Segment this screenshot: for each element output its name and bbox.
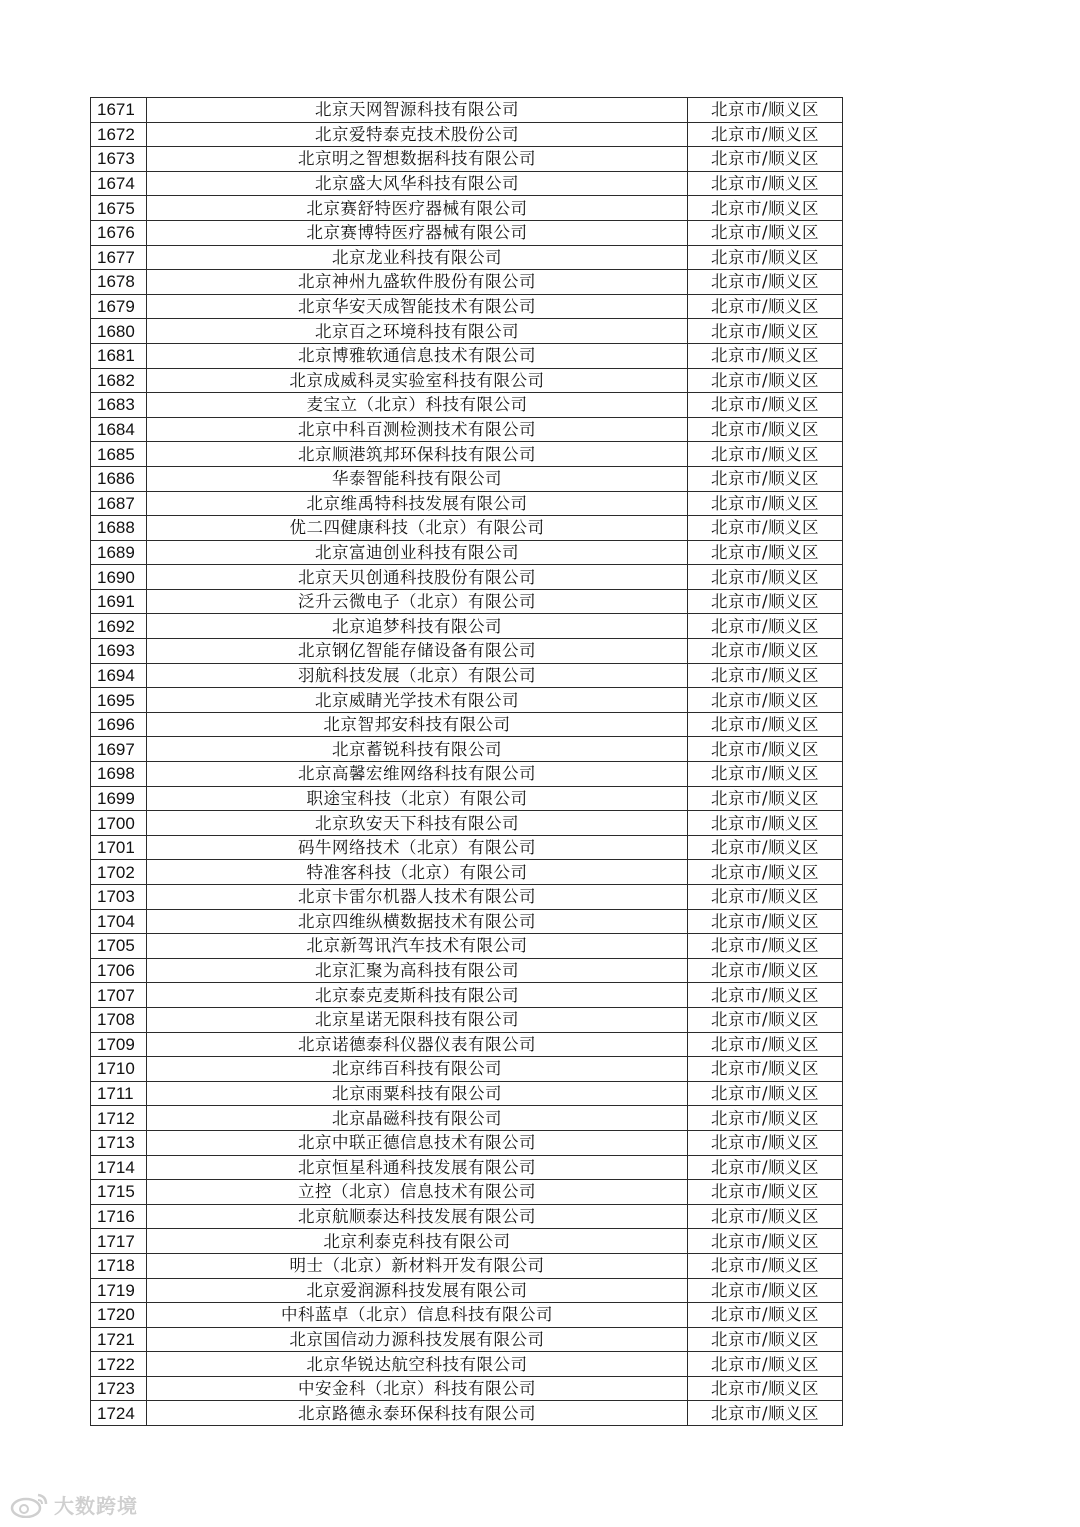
row-number: 1684 [91, 417, 147, 442]
region: 北京市/顺义区 [688, 663, 843, 688]
company-name: 泛升云微电子（北京）有限公司 [147, 589, 688, 614]
company-name: 码牛网络技术（北京）有限公司 [147, 835, 688, 860]
region: 北京市/顺义区 [688, 1057, 843, 1082]
region: 北京市/顺义区 [688, 393, 843, 418]
region: 北京市/顺义区 [688, 688, 843, 713]
company-name: 中科蓝卓（北京）信息科技有限公司 [147, 1303, 688, 1328]
company-name: 北京中科百测检测技术有限公司 [147, 417, 688, 442]
table-row [91, 1253, 843, 1278]
table-row [91, 909, 843, 934]
company-name: 北京明之智想数据科技有限公司 [147, 147, 688, 172]
region: 北京市/顺义区 [688, 1352, 843, 1377]
table-row [91, 639, 843, 664]
company-name: 北京卡雷尔机器人技术有限公司 [147, 885, 688, 910]
region: 北京市/顺义区 [688, 1327, 843, 1352]
table-row [91, 614, 843, 639]
table-row [91, 1303, 843, 1328]
company-name: 北京富迪创业科技有限公司 [147, 540, 688, 565]
region: 北京市/顺义区 [688, 196, 843, 221]
table-row [91, 393, 843, 418]
company-name: 北京路德永泰环保科技有限公司 [147, 1401, 688, 1426]
row-number: 1719 [91, 1278, 147, 1303]
row-number: 1707 [91, 983, 147, 1008]
region: 北京市/顺义区 [688, 466, 843, 491]
company-name: 北京顺港筑邦环保科技有限公司 [147, 442, 688, 467]
row-number: 1716 [91, 1204, 147, 1229]
table-row [91, 245, 843, 270]
row-number: 1675 [91, 196, 147, 221]
company-name: 北京盛大风华科技有限公司 [147, 171, 688, 196]
region: 北京市/顺义区 [688, 442, 843, 467]
table-row [91, 1376, 843, 1401]
region: 北京市/顺义区 [688, 1032, 843, 1057]
row-number: 1680 [91, 319, 147, 344]
company-name: 北京博雅软通信息技术有限公司 [147, 343, 688, 368]
company-name: 北京四维纵横数据技术有限公司 [147, 909, 688, 934]
table-row [91, 1081, 843, 1106]
table-row [91, 270, 843, 295]
row-number: 1683 [91, 393, 147, 418]
watermark [10, 1490, 138, 1519]
region: 北京市/顺义区 [688, 343, 843, 368]
region: 北京市/顺义区 [688, 171, 843, 196]
region: 北京市/顺义区 [688, 1180, 843, 1205]
company-name: 北京天网智源科技有限公司 [147, 98, 688, 123]
row-number: 1701 [91, 835, 147, 860]
region: 北京市/顺义区 [688, 885, 843, 910]
table-row [91, 1057, 843, 1082]
table-row [91, 171, 843, 196]
region: 北京市/顺义区 [688, 737, 843, 762]
company-name: 北京利泰克科技有限公司 [147, 1229, 688, 1254]
table-row [91, 786, 843, 811]
region: 北京市/顺义区 [688, 1376, 843, 1401]
company-name: 北京天贝创通科技股份有限公司 [147, 565, 688, 590]
table-row [91, 1180, 843, 1205]
row-number: 1671 [91, 98, 147, 123]
row-number: 1688 [91, 516, 147, 541]
row-number: 1674 [91, 171, 147, 196]
region: 北京市/顺义区 [688, 147, 843, 172]
table-row [91, 1352, 843, 1377]
region: 北京市/顺义区 [688, 1278, 843, 1303]
row-number: 1690 [91, 565, 147, 590]
company-name: 北京汇聚为高科技有限公司 [147, 958, 688, 983]
table-row [91, 516, 843, 541]
region: 北京市/顺义区 [688, 762, 843, 787]
table-row [91, 466, 843, 491]
region: 北京市/顺义区 [688, 1106, 843, 1131]
table-row [91, 712, 843, 737]
table-row [91, 1130, 843, 1155]
row-number: 1718 [91, 1253, 147, 1278]
region: 北京市/顺义区 [688, 1401, 843, 1426]
row-number: 1702 [91, 860, 147, 885]
region: 北京市/顺义区 [688, 860, 843, 885]
region: 北京市/顺义区 [688, 589, 843, 614]
row-number: 1708 [91, 1007, 147, 1032]
row-number: 1698 [91, 762, 147, 787]
region: 北京市/顺义区 [688, 1303, 843, 1328]
company-name: 华泰智能科技有限公司 [147, 466, 688, 491]
company-name: 北京智邦安科技有限公司 [147, 712, 688, 737]
table-row [91, 1229, 843, 1254]
region: 北京市/顺义区 [688, 1253, 843, 1278]
company-table-body [91, 98, 843, 1426]
table-row [91, 1007, 843, 1032]
table-row [91, 540, 843, 565]
company-name: 立控（北京）信息技术有限公司 [147, 1180, 688, 1205]
table-row [91, 122, 843, 147]
region: 北京市/顺义区 [688, 294, 843, 319]
company-name: 麦宝立（北京）科技有限公司 [147, 393, 688, 418]
table-row [91, 491, 843, 516]
company-name: 北京雨粟科技有限公司 [147, 1081, 688, 1106]
company-name: 北京玖安天下科技有限公司 [147, 811, 688, 836]
region: 北京市/顺义区 [688, 319, 843, 344]
company-name: 北京神州九盛软件股份有限公司 [147, 270, 688, 295]
row-number: 1703 [91, 885, 147, 910]
table-row [91, 811, 843, 836]
table-row [91, 737, 843, 762]
row-number: 1699 [91, 786, 147, 811]
row-number: 1720 [91, 1303, 147, 1328]
region: 北京市/顺义区 [688, 639, 843, 664]
row-number: 1721 [91, 1327, 147, 1352]
row-number: 1714 [91, 1155, 147, 1180]
row-number: 1723 [91, 1376, 147, 1401]
row-number: 1686 [91, 466, 147, 491]
table-row [91, 343, 843, 368]
company-name: 北京华锐达航空科技有限公司 [147, 1352, 688, 1377]
table-row [91, 442, 843, 467]
row-number: 1685 [91, 442, 147, 467]
company-name: 北京龙业科技有限公司 [147, 245, 688, 270]
table-row [91, 1401, 843, 1426]
row-number: 1724 [91, 1401, 147, 1426]
company-name: 职途宝科技（北京）有限公司 [147, 786, 688, 811]
table-row [91, 565, 843, 590]
row-number: 1678 [91, 270, 147, 295]
row-number: 1673 [91, 147, 147, 172]
company-name: 北京维禹特科技发展有限公司 [147, 491, 688, 516]
row-number: 1709 [91, 1032, 147, 1057]
row-number: 1715 [91, 1180, 147, 1205]
row-number: 1676 [91, 220, 147, 245]
company-name: 北京新驾讯汽车技术有限公司 [147, 934, 688, 959]
row-number: 1722 [91, 1352, 147, 1377]
row-number: 1711 [91, 1081, 147, 1106]
region: 北京市/顺义区 [688, 1007, 843, 1032]
row-number: 1704 [91, 909, 147, 934]
region: 北京市/顺义区 [688, 835, 843, 860]
region: 北京市/顺义区 [688, 1204, 843, 1229]
row-number: 1682 [91, 368, 147, 393]
company-name: 北京晶磁科技有限公司 [147, 1106, 688, 1131]
row-number: 1697 [91, 737, 147, 762]
region: 北京市/顺义区 [688, 516, 843, 541]
company-name: 北京赛博特医疗器械有限公司 [147, 220, 688, 245]
company-table-container [90, 97, 840, 1426]
table-row [91, 663, 843, 688]
company-name: 北京赛舒特医疗器械有限公司 [147, 196, 688, 221]
region: 北京市/顺义区 [688, 417, 843, 442]
company-name: 优二四健康科技（北京）有限公司 [147, 516, 688, 541]
company-name: 北京威睛光学技术有限公司 [147, 688, 688, 713]
company-name: 中安金科（北京）科技有限公司 [147, 1376, 688, 1401]
company-name: 北京星诺无限科技有限公司 [147, 1007, 688, 1032]
company-name: 北京中联正德信息技术有限公司 [147, 1130, 688, 1155]
company-name: 北京泰克麦斯科技有限公司 [147, 983, 688, 1008]
row-number: 1687 [91, 491, 147, 516]
table-row [91, 368, 843, 393]
region: 北京市/顺义区 [688, 1155, 843, 1180]
region: 北京市/顺义区 [688, 491, 843, 516]
region: 北京市/顺义区 [688, 1130, 843, 1155]
region: 北京市/顺义区 [688, 811, 843, 836]
table-row [91, 417, 843, 442]
row-number: 1693 [91, 639, 147, 664]
row-number: 1696 [91, 712, 147, 737]
table-row [91, 958, 843, 983]
table-row [91, 294, 843, 319]
region: 北京市/顺义区 [688, 786, 843, 811]
company-name: 北京追梦科技有限公司 [147, 614, 688, 639]
table-row [91, 1032, 843, 1057]
region: 北京市/顺义区 [688, 368, 843, 393]
table-row [91, 983, 843, 1008]
region: 北京市/顺义区 [688, 565, 843, 590]
row-number: 1705 [91, 934, 147, 959]
company-name: 羽航科技发展（北京）有限公司 [147, 663, 688, 688]
company-name: 北京国信动力源科技发展有限公司 [147, 1327, 688, 1352]
region: 北京市/顺义区 [688, 220, 843, 245]
company-table [90, 97, 843, 1426]
table-row [91, 835, 843, 860]
table-row [91, 220, 843, 245]
row-number: 1712 [91, 1106, 147, 1131]
table-row [91, 147, 843, 172]
company-name: 北京航顺泰达科技发展有限公司 [147, 1204, 688, 1229]
company-name: 北京成威科灵实验室科技有限公司 [147, 368, 688, 393]
table-row [91, 934, 843, 959]
table-row [91, 1155, 843, 1180]
row-number: 1700 [91, 811, 147, 836]
region: 北京市/顺义区 [688, 909, 843, 934]
row-number: 1689 [91, 540, 147, 565]
weibo-icon [10, 1492, 50, 1518]
row-number: 1710 [91, 1057, 147, 1082]
company-name: 北京纬百科技有限公司 [147, 1057, 688, 1082]
region: 北京市/顺义区 [688, 245, 843, 270]
table-row [91, 196, 843, 221]
region: 北京市/顺义区 [688, 958, 843, 983]
row-number: 1681 [91, 343, 147, 368]
company-name: 北京高馨宏维网络科技有限公司 [147, 762, 688, 787]
region: 北京市/顺义区 [688, 712, 843, 737]
region: 北京市/顺义区 [688, 614, 843, 639]
region: 北京市/顺义区 [688, 1081, 843, 1106]
company-name: 北京钢亿智能存储设备有限公司 [147, 639, 688, 664]
table-row [91, 1204, 843, 1229]
table-row [91, 688, 843, 713]
table-row [91, 1278, 843, 1303]
row-number: 1695 [91, 688, 147, 713]
row-number: 1706 [91, 958, 147, 983]
row-number: 1713 [91, 1130, 147, 1155]
region: 北京市/顺义区 [688, 1229, 843, 1254]
table-row [91, 762, 843, 787]
company-name: 北京百之环境科技有限公司 [147, 319, 688, 344]
company-name: 北京华安天成智能技术有限公司 [147, 294, 688, 319]
company-name: 北京爱润源科技发展有限公司 [147, 1278, 688, 1303]
row-number: 1692 [91, 614, 147, 639]
company-name: 北京诺德泰科仪器仪表有限公司 [147, 1032, 688, 1057]
region: 北京市/顺义区 [688, 934, 843, 959]
table-row [91, 1106, 843, 1131]
region: 北京市/顺义区 [688, 983, 843, 1008]
table-row [91, 98, 843, 123]
company-name: 北京恒星科通科技发展有限公司 [147, 1155, 688, 1180]
table-row [91, 319, 843, 344]
company-name: 北京爱特泰克技术股份公司 [147, 122, 688, 147]
row-number: 1672 [91, 122, 147, 147]
row-number: 1679 [91, 294, 147, 319]
row-number: 1691 [91, 589, 147, 614]
row-number: 1677 [91, 245, 147, 270]
table-row [91, 1327, 843, 1352]
region: 北京市/顺义区 [688, 98, 843, 123]
table-row [91, 860, 843, 885]
watermark-text: 大数跨境 [54, 1494, 138, 1518]
region: 北京市/顺义区 [688, 270, 843, 295]
company-name: 明士（北京）新材料开发有限公司 [147, 1253, 688, 1278]
row-number: 1717 [91, 1229, 147, 1254]
company-name: 特准客科技（北京）有限公司 [147, 860, 688, 885]
table-row [91, 885, 843, 910]
table-row [91, 589, 843, 614]
row-number: 1694 [91, 663, 147, 688]
region: 北京市/顺义区 [688, 122, 843, 147]
company-name: 北京蓄锐科技有限公司 [147, 737, 688, 762]
region: 北京市/顺义区 [688, 540, 843, 565]
